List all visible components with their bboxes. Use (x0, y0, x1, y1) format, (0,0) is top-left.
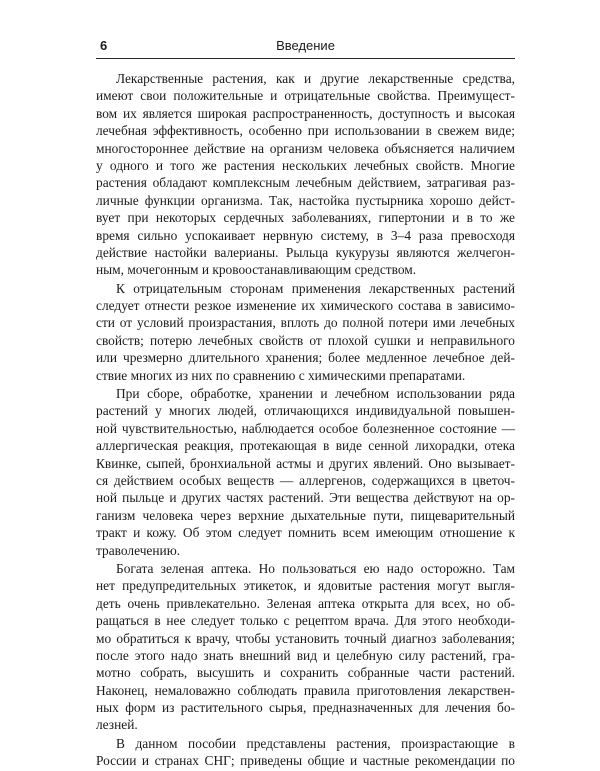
page-header (96, 34, 515, 60)
text-line: следует отнести резкое изменение их химического состава в зависимо- (96, 298, 515, 314)
text-line: после этого надо знать внешний вид и целебную силу растений, гра- (96, 647, 515, 663)
text-line: или чрезмерно длительного хранения; более медленное лечебное дей- (96, 350, 515, 366)
text-line: ганизм человека через верхние дыхательные пути, пищеварительный (96, 507, 515, 523)
text-line: ной чувствительностью, наблюдается особое болезненное состояние — (96, 420, 515, 436)
text-line: При сборе, обработке, хранении и лечебном использовании ряда (116, 386, 515, 402)
text-line: ствие многих из них по сравнению с химическими препаратами. (96, 367, 466, 383)
header-rule (96, 58, 515, 59)
paragraph (96, 280, 515, 384)
text-line: Богата зеленая аптека. Но пользоваться ею надо осторожно. Там (116, 560, 515, 576)
text-line: мотно собрать, высушить и сохранить собранные части растений. (96, 665, 515, 681)
paragraph (96, 385, 515, 559)
text-line: траволечению. (96, 542, 181, 558)
text-line: К отрицательным сторонам применения лекарственных растений (116, 280, 515, 296)
text-line: имеют свои положительные и отрицательные свойства. Преимущест- (96, 88, 515, 104)
text-line: Наконец, немаловажно соблюдать правила приготовления лекарствен- (96, 682, 515, 698)
text-line: Квинке, сыпей, бронхиальной астмы и других явлений. Оно вызывает- (96, 455, 515, 471)
text-line: тракт и кожу. Об этом следует помнить всем имеющим отношение к (96, 525, 515, 541)
text-line: растения обладают комплексным лечебным действием, затрагивая раз- (96, 175, 515, 191)
text-line: ращаться в нее следует только с рецептом врача. Для этого необходи- (96, 613, 515, 629)
text-line: лезней. (96, 717, 138, 733)
text-line: ных форм из растительного сырья, предназначенных для лечения бо- (96, 700, 515, 716)
text-line: ным, мочегонным и кровоостанавливающим средством. (96, 262, 417, 278)
paragraph (96, 560, 515, 734)
text-line: у одного и того же растения нескольких лечебных свойств. Многие (96, 157, 515, 173)
page-number: 6 (100, 38, 108, 53)
text-line: свойств; потерю лечебных свойств от плохой сушки и неправильного (96, 332, 515, 348)
text-line: действие настойки валерианы. Рыльца кукурузы являются желчегон- (96, 244, 515, 260)
text-line: аллергическая реакция, протекающая в виде сенной лихорадки, отека (96, 438, 515, 454)
text-line: лечебная эффективность, особенно при использовании в свежем виде; (96, 123, 515, 139)
text-line: России и странах СНГ; приведены общие и частные рекомендации по (96, 753, 515, 769)
text-line: ной пыльце и других частях растений. Эти вещества действуют на ор- (96, 490, 515, 506)
running-title: Введение (276, 38, 335, 53)
body-text (96, 70, 515, 771)
text-line: вом их является широкая распространенность, доступность и высокая (96, 105, 515, 121)
text-line: время сильно успокаивает нервную систему, в 3–4 раза превосходя (96, 227, 515, 243)
text-line: В данном пособии представлены растения, произрастающие в (116, 735, 515, 751)
paragraph (96, 735, 515, 770)
text-line: Лекарственные растения, как и другие лекарственные средства, (116, 71, 515, 86)
text-line: личные функции организма. Так, настойка пустырника хорошо дейст- (96, 192, 515, 208)
text-line: вует при некоторых сердечных заболеваниях, гипертонии и в то же (96, 210, 515, 226)
text-line: деть очень привлекательно. Зеленая аптека открыта для всех, но об- (96, 595, 515, 611)
text-line: мо обратиться к врачу, чтобы установить точный диагноз заболевания; (96, 630, 515, 646)
paragraph (96, 70, 515, 279)
text-line: ся действием особых веществ — аллергенов, содержащихся в цветоч- (96, 472, 515, 488)
text-line: растений у многих людей, отличающихся индивидуальной повышен- (96, 403, 515, 419)
text-line: нет предупредительных этикеток, и ядовитые растения могут выгля- (96, 578, 515, 594)
text-line: сти от условий произрастания, вплоть до полной потери ими лечебных (96, 315, 515, 331)
text-line: многостороннее действие на организм человека объясняется наличием (96, 140, 515, 156)
